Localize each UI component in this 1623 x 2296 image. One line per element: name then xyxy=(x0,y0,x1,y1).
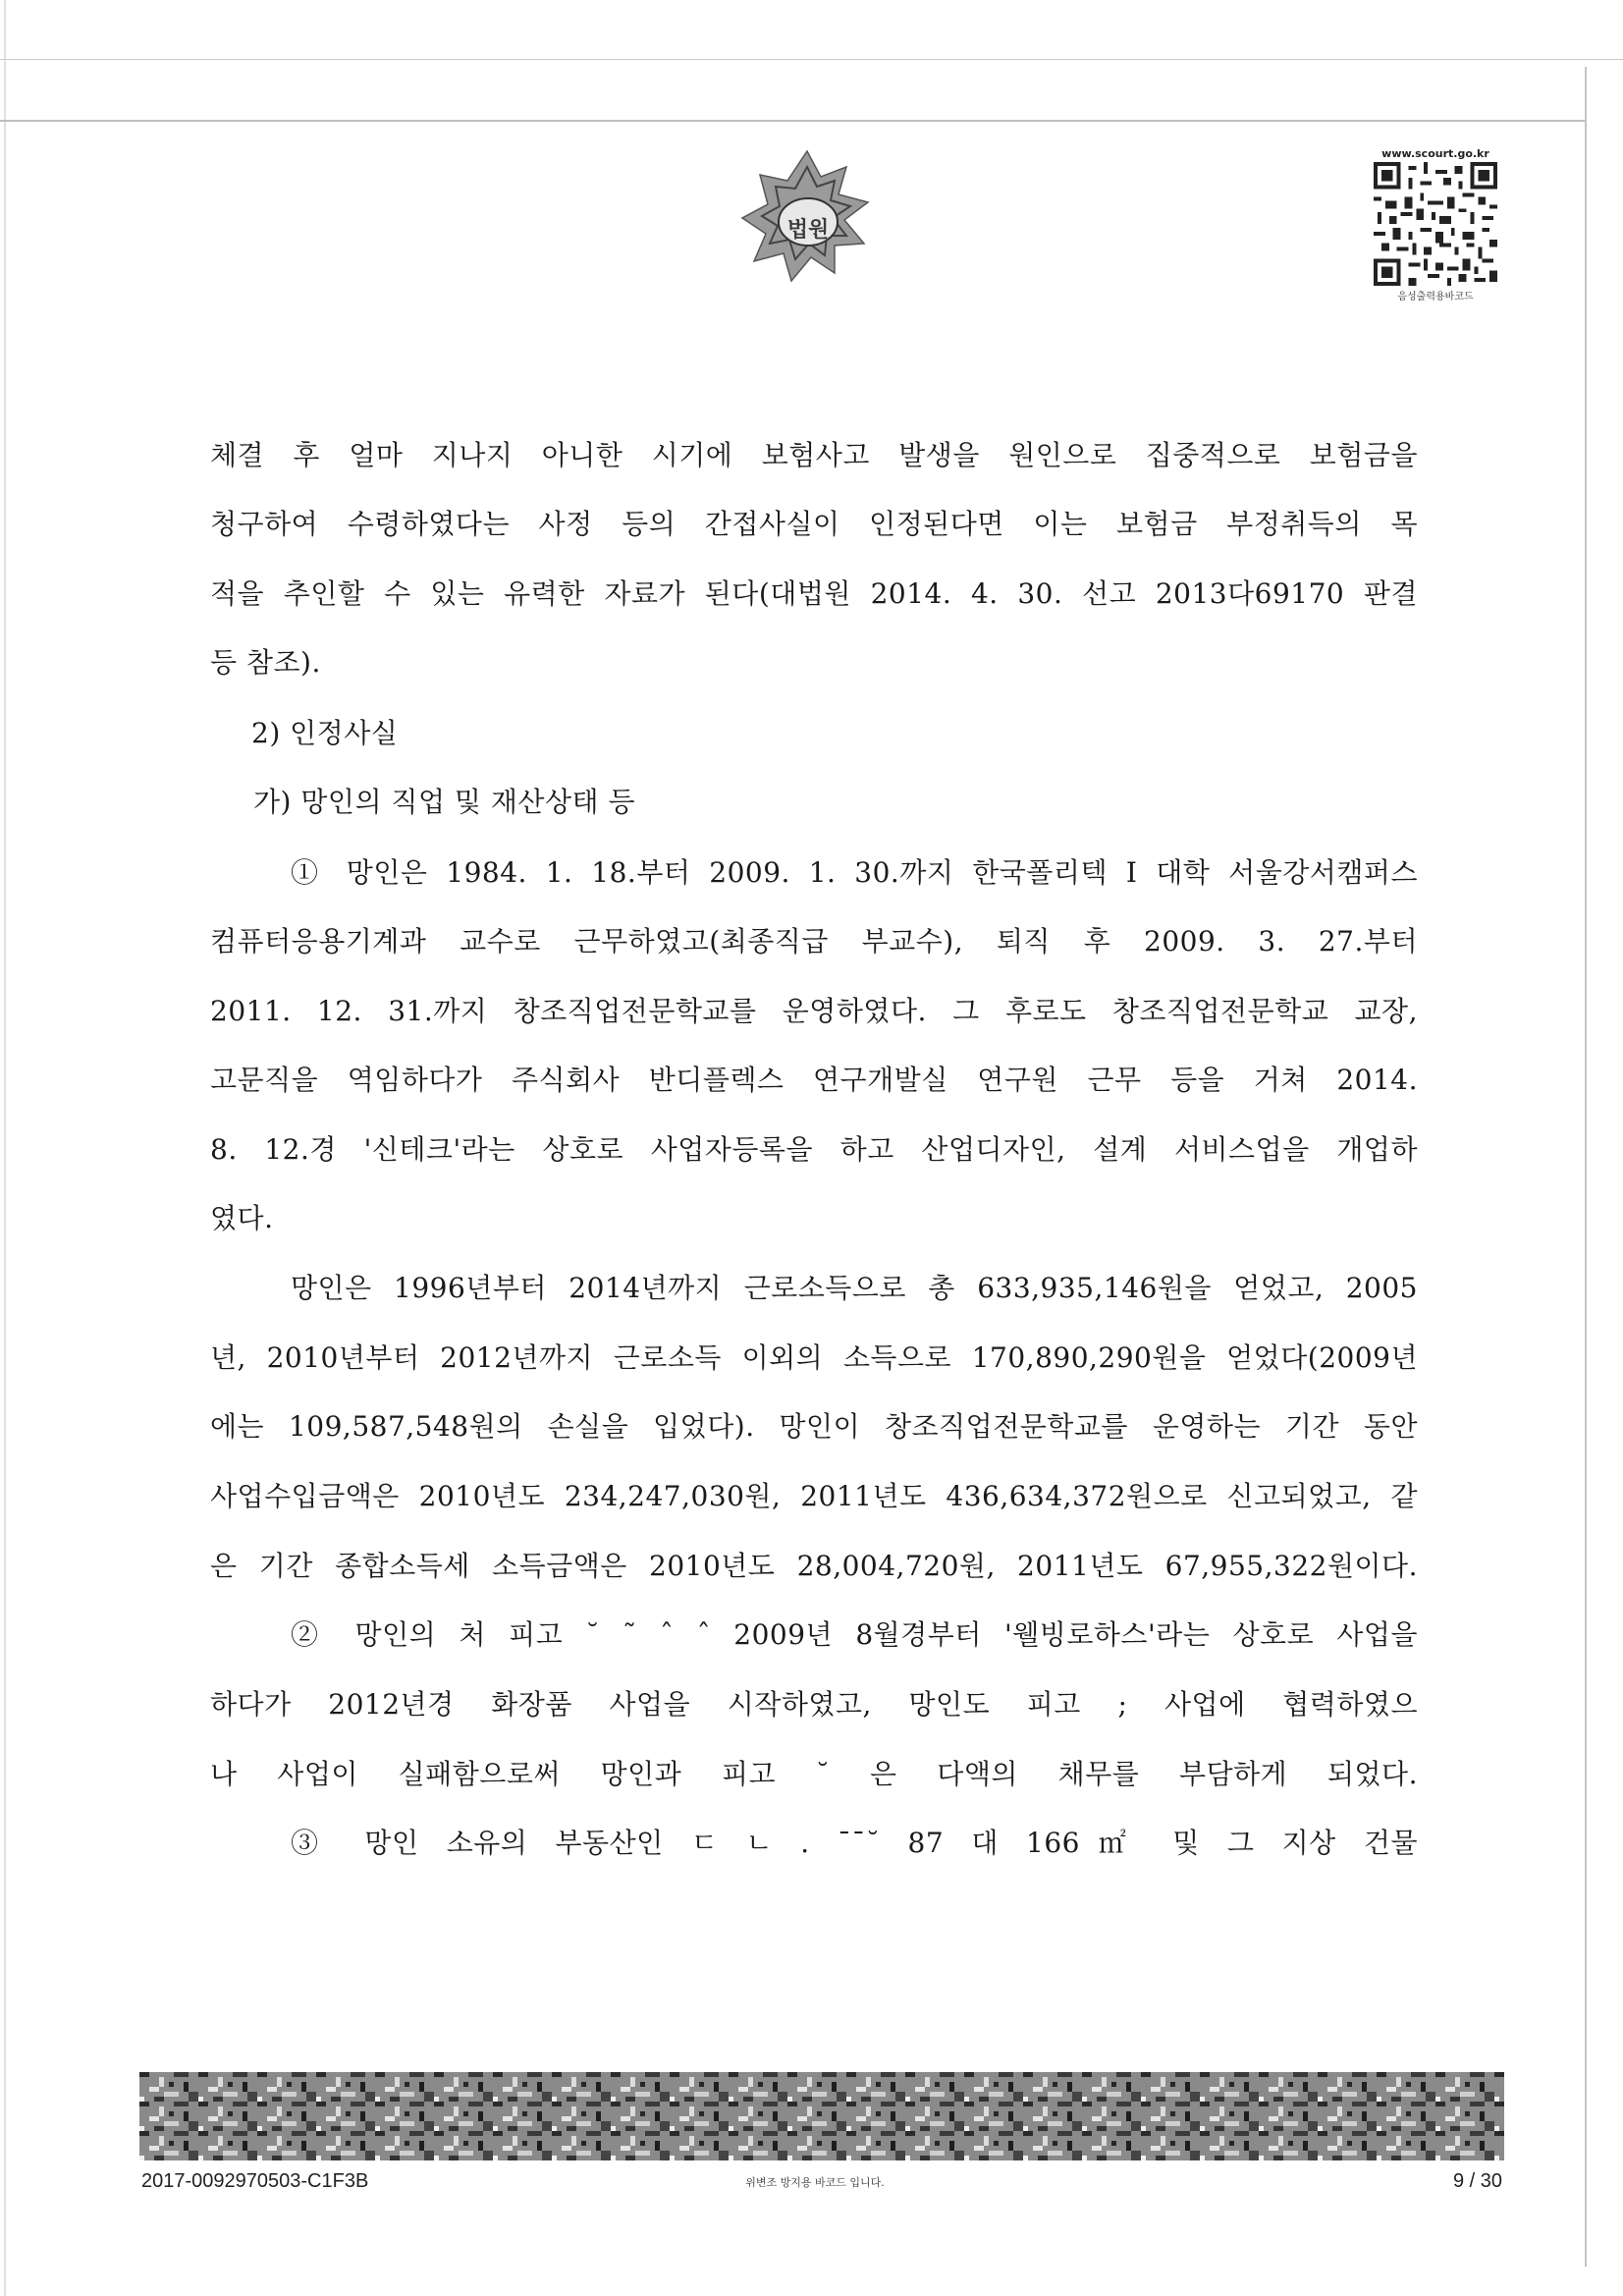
body-line: 년, 2010년부터 2012년까지 근로소득 이외의 소득으로 170,890,290원을 얻었다(2009년 xyxy=(210,1341,1418,1374)
body-line: 컴퓨터응용기계과 교수로 근무하였고(최종직급 부교수), 퇴직 후 2009. 3. 27.부터 xyxy=(210,925,1418,957)
scan-edge xyxy=(0,120,1586,122)
barcode-notice: 위변조 방지용 바코드 입니다. xyxy=(745,2176,885,2189)
scan-edge xyxy=(4,0,6,2296)
body-line: ① 망인은 1984. 1. 18.부터 2009. 1. 30.까지 한국폴리텍 I 대학 서울강서캠퍼스 xyxy=(291,856,1418,889)
body-line: 고문직을 역임하다가 주식회사 반디플렉스 연구개발실 연구원 근무 등을 거쳐 2014. xyxy=(210,1064,1418,1096)
body-line: 에는 109,587,548원의 손실을 입었다). 망인이 창조직업전문학교를 운영하는 기간 동안 xyxy=(210,1410,1418,1443)
qr-code-icon xyxy=(1373,162,1498,286)
scan-edge xyxy=(1585,67,1587,2267)
body-line: 체결 후 얼마 지나지 아니한 시기에 보험사고 발생을 원인으로 집중적으로 보험금을 xyxy=(210,439,1418,471)
body-line: 였다. xyxy=(210,1202,274,1234)
body-line: ② 망인의 처 피고 ˘ ˜ ˆ ˆ 2009년 8월경부터 '웰빙로하스'라는 상호로 사업을 xyxy=(291,1618,1418,1651)
body-line: 적을 추인할 수 있는 유력한 자료가 된다(대법원 2014. 4. 30. 선고 2013다69170 판결 xyxy=(210,577,1418,610)
body-line: 하다가 2012년경 화장품 사업을 시작하였고, 망인도 피고 ; 사업에 협력하였으 xyxy=(210,1688,1418,1721)
qr-url: www.scourt.go.kr xyxy=(1381,147,1489,160)
scan-edge xyxy=(0,59,1623,60)
subsection-heading: 가) 망인의 직업 및 재산상태 등 xyxy=(253,786,636,818)
qr-caption: 음성출력용바코드 xyxy=(1397,292,1474,302)
body-line: 2011. 12. 31.까지 창조직업전문학교를 운영하였다. 그 후로도 창조직업전문학교 교장, xyxy=(210,995,1418,1027)
body-line: 8. 12.경 '신테크'라는 상호로 사업자등록을 하고 산업디자인, 설계 서비스업을 개업하 xyxy=(210,1133,1418,1166)
body-line: 망인은 1996년부터 2014년까지 근로소득으로 총 633,935,146원을 얻었고, 2005 xyxy=(291,1272,1418,1304)
section-heading: 2) 인정사실 xyxy=(251,717,399,749)
body-line: 등 참조). xyxy=(210,646,321,679)
document-id: 2017-0092970503-C1F3B xyxy=(141,2170,369,2192)
page-number: 9 / 30 xyxy=(1452,2170,1502,2192)
body-line: 사업수입금액은 2010년도 234,247,030원, 2011년도 436,634,372원으로 신고되었고, 같 xyxy=(210,1480,1418,1512)
anti-forgery-barcode-icon xyxy=(139,2072,1504,2160)
body-line: 은 기간 종합소득세 소득금액은 2010년도 28,004,720원, 2011년도 67,955,322원이다. xyxy=(210,1550,1418,1582)
emblem-label: 법원 xyxy=(786,218,830,243)
body-line: 청구하여 수령하였다는 사정 등의 간접사실이 인정된다면 이는 보험금 부정취득의 목 xyxy=(210,508,1418,540)
body-line: 나 사업이 실패함으로써 망인과 피고 ˘ 은 다액의 채무를 부담하게 되었다. xyxy=(210,1758,1418,1790)
body-line: ③ 망인 소유의 부동산인 ㄷ ㄴ . ˉˉ˘ 87 대 166㎡ 및 그 지상 건물 xyxy=(291,1827,1418,1859)
